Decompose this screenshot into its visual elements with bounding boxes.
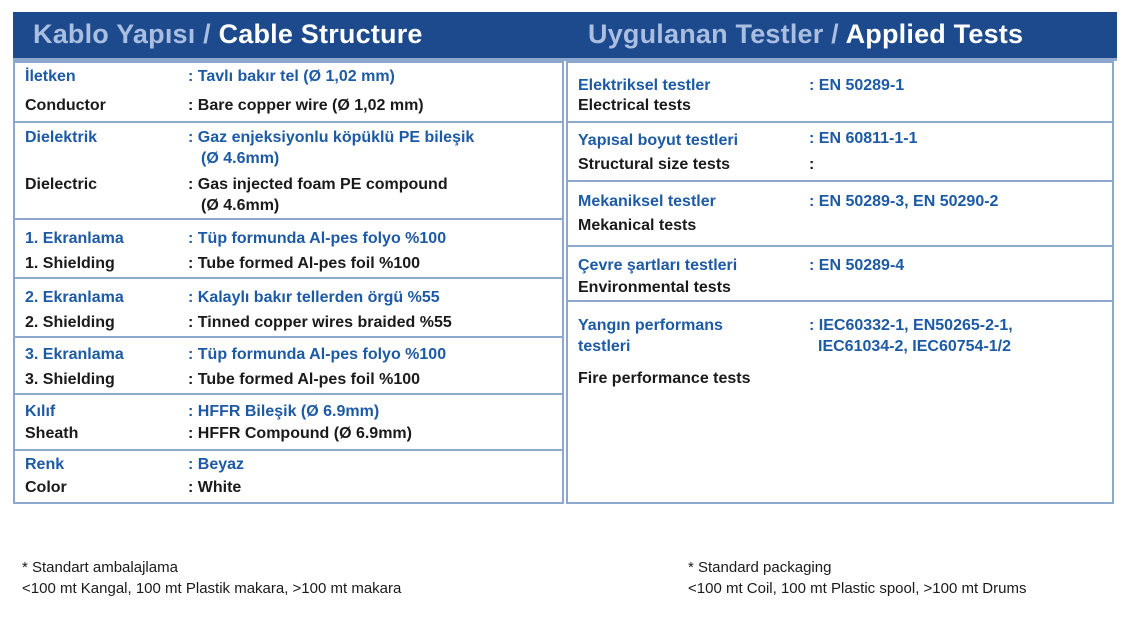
packaging-note-en (688, 557, 1026, 599)
structure-row-color (15, 451, 562, 502)
row-value-en: : HFFR Compound (Ø 6.9mm) (188, 425, 412, 442)
row-value-en: : Gas injected foam PE compound (188, 176, 448, 193)
test-row-environmental (568, 247, 1112, 302)
row-value-en-cont: (Ø 4.6mm) (201, 197, 280, 214)
row-label-tr: İletken (25, 68, 76, 85)
row-value-en: : White (188, 479, 242, 496)
test-label-en: Environmental tests (578, 279, 731, 296)
test-label-tr: Yapısal boyut testleri (578, 132, 739, 149)
applied-tests-heading: Uygulanan Testler / Applied Tests (588, 19, 1024, 49)
row-label-tr: Renk (25, 456, 65, 473)
structure-row-dielectric (15, 123, 562, 220)
row-label-en: 2. Shielding (25, 314, 115, 331)
test-standard: : IEC60332-1, EN50265-2-1, (809, 317, 1013, 334)
row-value-tr: : Tüp formunda Al-pes folyo %100 (188, 230, 447, 247)
row-value-tr: : Tüp formunda Al-pes folyo %100 (188, 346, 447, 363)
structure-row-shielding-3 (15, 338, 562, 395)
row-value-tr-cont: (Ø 4.6mm) (201, 150, 280, 167)
test-standard: : EN 50289-4 (809, 257, 905, 274)
row-label-tr: 2. Ekranlama (25, 289, 124, 306)
row-label-tr: 1. Ekranlama (25, 230, 124, 247)
test-label-en: Electrical tests (578, 97, 691, 114)
row-label-tr: 3. Ekranlama (25, 346, 124, 363)
row-label-en: Color (25, 479, 67, 496)
test-label-tr: Elektriksel testler (578, 77, 711, 94)
test-standard-en: : (809, 156, 815, 173)
structure-row-shielding-1 (15, 220, 562, 279)
test-standard-cont: IEC61034-2, IEC60754-1/2 (818, 338, 1012, 355)
row-label-en: 3. Shielding (25, 371, 115, 388)
row-value-en: : Tube formed Al-pes foil %100 (188, 371, 421, 388)
structure-row-shielding-2 (15, 279, 562, 338)
row-label-tr: Dielektrik (25, 129, 98, 146)
structure-row-sheath (15, 395, 562, 451)
test-standard: : EN 60811-1-1 (809, 130, 918, 147)
row-value-en: : Bare copper wire (Ø 1,02 mm) (188, 97, 424, 114)
test-row-mechanical (568, 182, 1112, 247)
packaging-note-tr (22, 557, 401, 599)
packaging-title-tr: * Standart ambalajlama (22, 559, 178, 576)
cable-structure-heading: Kablo Yapısı / Cable Structure (33, 19, 423, 49)
row-value-tr: : HFFR Bileşik (Ø 6.9mm) (188, 403, 380, 420)
test-standard: : EN 50289-3, EN 50290-2 (809, 193, 999, 210)
cable-structure-table (13, 61, 564, 504)
row-label-tr: Kılıf (25, 403, 56, 420)
test-label-tr: Mekaniksel testler (578, 193, 716, 210)
packaging-text-en: <100 mt Coil, 100 mt Plastic spool, >100 mt Drums (688, 580, 1027, 597)
row-value-tr: : Kalaylı bakır tellerden örgü %55 (188, 289, 440, 306)
header-bar (13, 12, 1117, 61)
test-row-structural (568, 123, 1112, 182)
applied-tests-table (566, 61, 1114, 504)
test-label-tr: Çevre şartları testleri (578, 257, 738, 274)
row-value-en: : Tube formed Al-pes foil %100 (188, 255, 421, 272)
test-label-en: Fire performance tests (578, 370, 751, 387)
structure-row-conductor (15, 63, 562, 123)
row-value-tr: : Gaz enjeksiyonlu köpüklü PE bileşik (188, 129, 475, 146)
row-label-en: 1. Shielding (25, 255, 115, 272)
row-value-en: : Tinned copper wires braided %55 (188, 314, 452, 331)
test-label-en: Structural size tests (578, 156, 731, 173)
packaging-text-tr: <100 mt Kangal, 100 mt Plastik makara, >100 mt makara (22, 580, 402, 597)
packaging-title-en: * Standard packaging (688, 559, 832, 576)
row-label-en: Dielectric (25, 176, 98, 193)
row-value-tr: : Beyaz (188, 456, 245, 473)
test-label-tr-cont: testleri (578, 338, 631, 355)
row-label-en: Sheath (25, 425, 79, 442)
row-label-en: Conductor (25, 97, 106, 114)
test-label-en: Mekanical tests (578, 217, 697, 234)
row-value-tr: : Tavlı bakır tel (Ø 1,02 mm) (188, 68, 395, 85)
test-row-electrical (568, 63, 1112, 123)
test-standard: : EN 50289-1 (809, 77, 905, 94)
test-label-tr: Yangın performans (578, 317, 723, 334)
test-row-fire (568, 302, 1112, 502)
